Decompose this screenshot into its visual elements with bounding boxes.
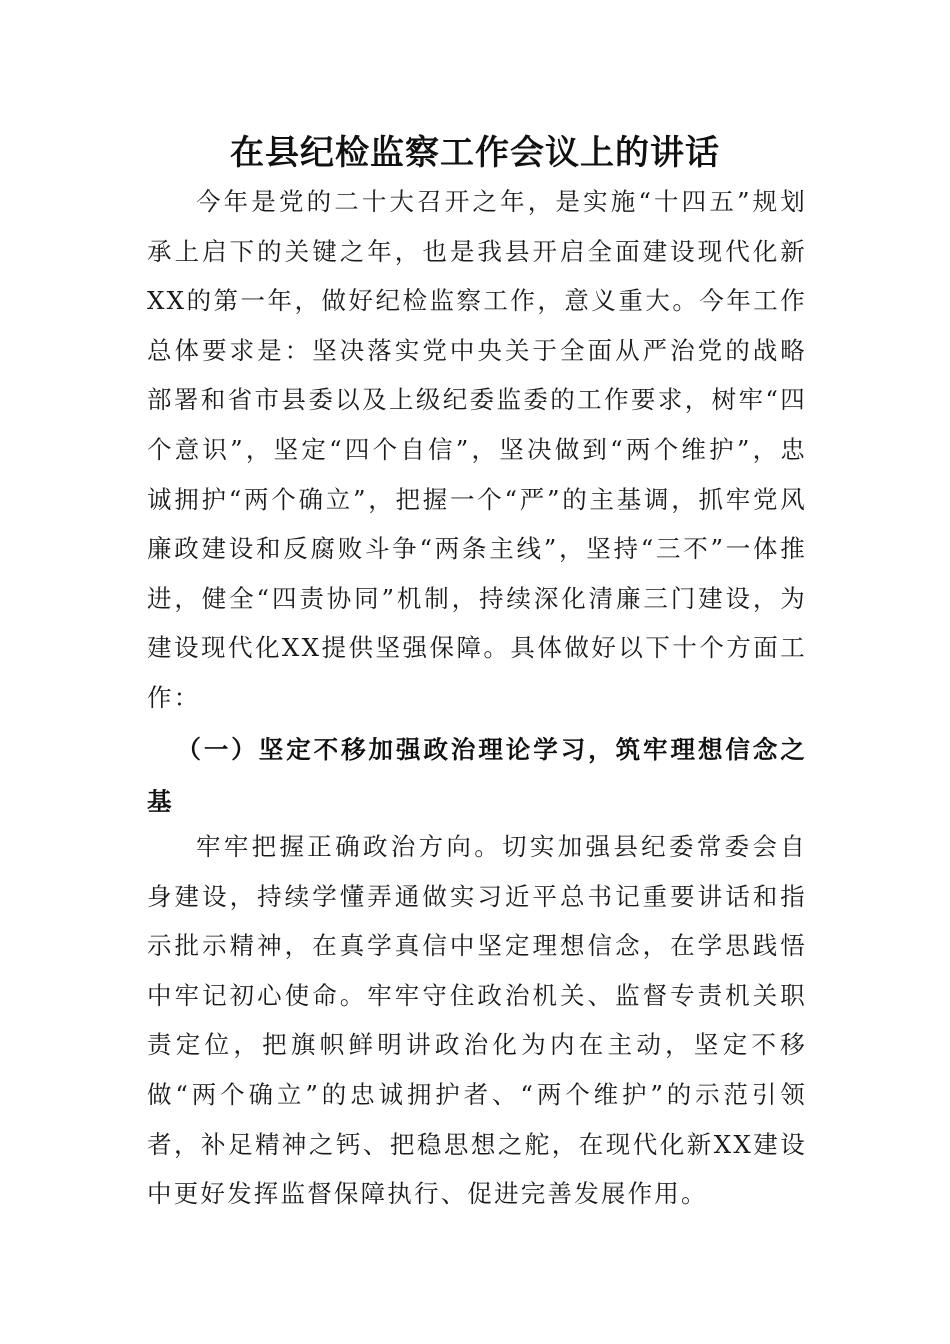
intro-paragraph: 今年是党的二十大召开之年，是实施“十四五”规划承上启下的关键之年，也是我县开启全面建设现代化新XX的第一年，做好纪检监察工作，意义重大。今年工作总体要求是：坚决落实党中央关于全面从严治党的战略部署和省市县委以及上级纪委监委的工作要求，树牢“四个意识”，坚定“四个自信”，坚决做到“两个维护”，忠诚拥护“两个确立”，把握一个“严”的主基调，抓牢党风廉政建设和反腐败斗争“两条主线”，坚持“三不”一体推进，健全“四责协同”机制，持续深化清廉三门建设，为建设现代化XX提供坚强保障。具体做好以下十个方面工作： bbox=[147, 187, 807, 712]
section-heading: （一）坚定不移加强政治理论学习，筑牢理想信念之基 bbox=[147, 735, 807, 816]
document-title: 在县纪检监察工作会议上的讲话 bbox=[230, 133, 720, 173]
section-body-paragraph: 牢牢把握正确政治方向。切实加强县纪委常委会自身建设，持续学懂弄通做实习近平总书记重要讲话和指示批示精神，在真学真信中坚定理想信念，在学思践悟中牢记初心使命。牢牢守住政治机关、监督专责机关职责定位，把旗帜鲜明讲政治化为内在主动，坚定不移做“两个确立”的忠诚拥护者、“两个维护”的示范引领者，补足精神之钙、把稳思想之舵，在现代化新XX建设中更好发挥监督保障执行、促进完善发展作用。 bbox=[147, 832, 807, 1209]
